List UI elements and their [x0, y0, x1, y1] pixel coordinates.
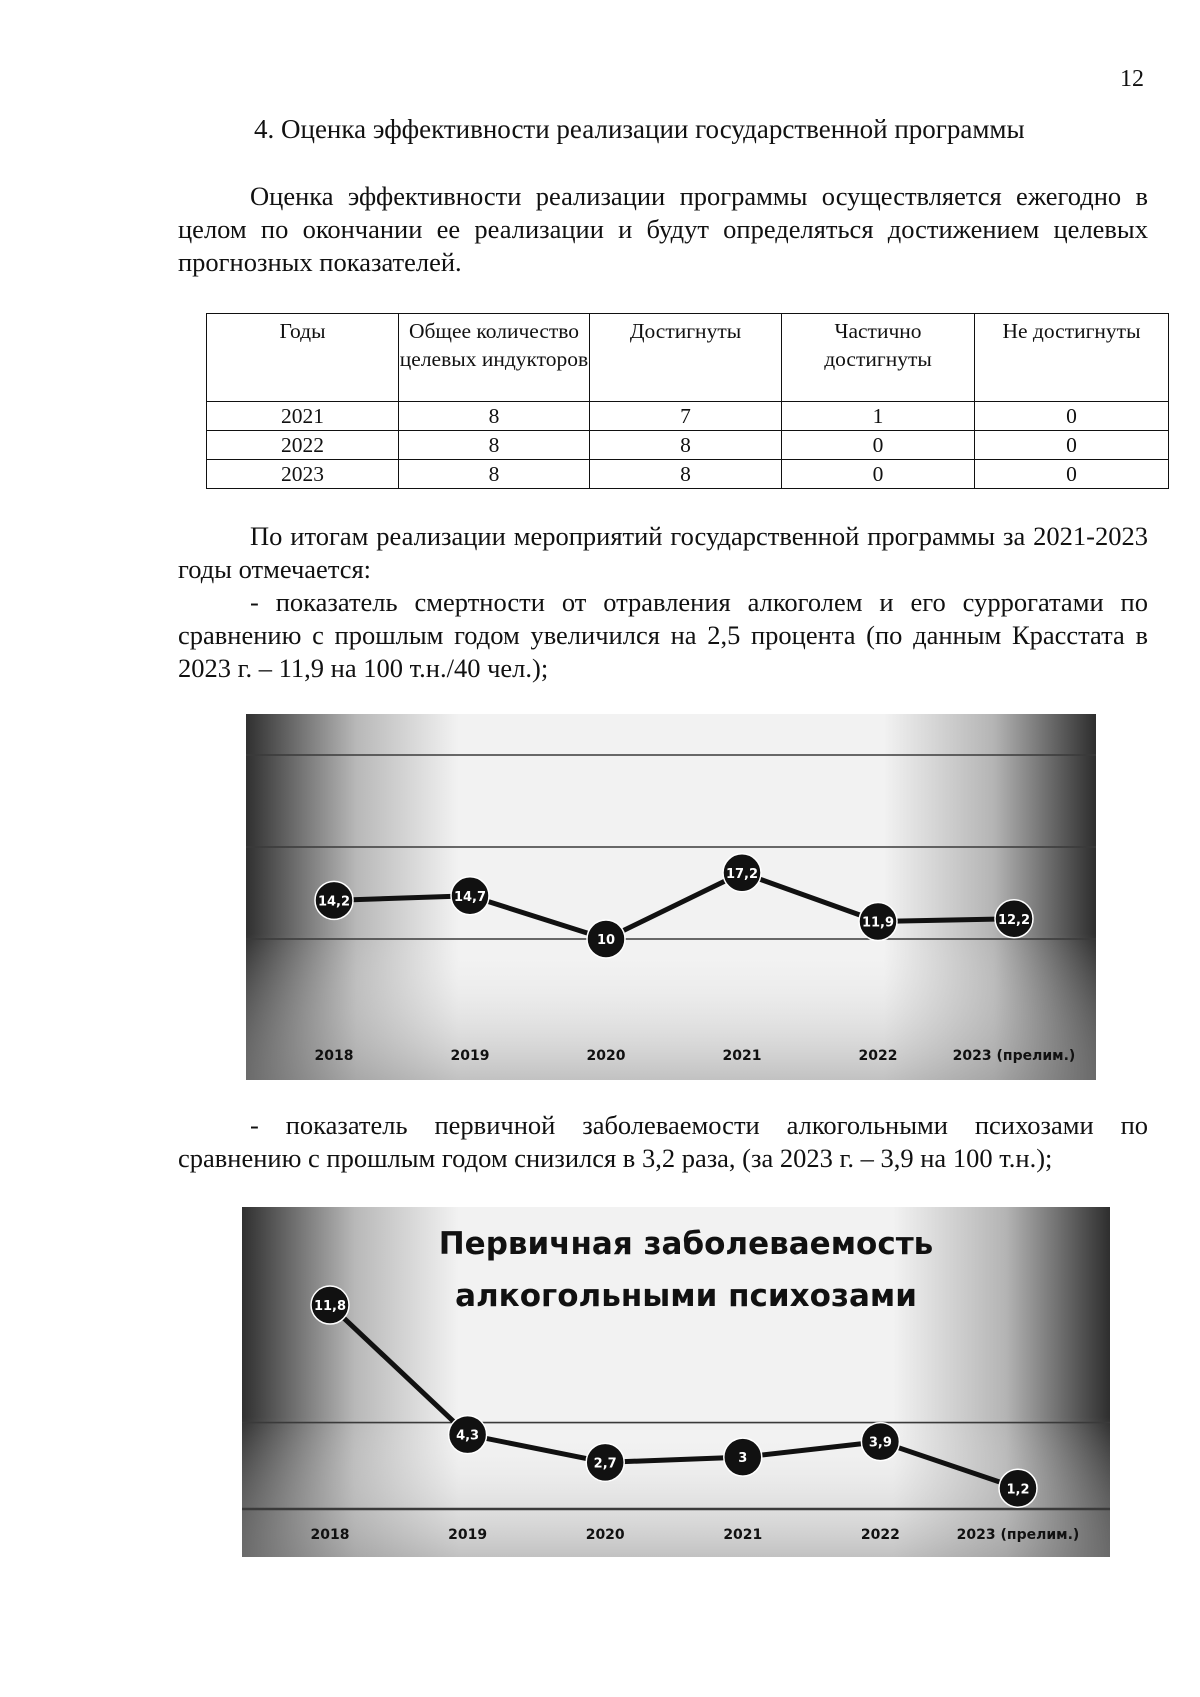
- header-not-achieved: Не достигнуты: [975, 314, 1169, 402]
- page-number: 12: [1120, 66, 1144, 92]
- cell-partial: 0: [782, 460, 975, 489]
- x-tick-label: 2022: [858, 1048, 898, 1064]
- cell-not-achieved: 0: [975, 431, 1169, 460]
- cell-partial: 0: [782, 431, 975, 460]
- intro-paragraph-text: Оценка эффективности реализации программы осуществляется ежегодно в целом по окончании ее реализации и будут определяться достижением целевых прогнозных показателей.: [178, 181, 1148, 277]
- cell-total: 8: [399, 460, 590, 489]
- cell-year: 2023: [207, 460, 399, 489]
- results-paragraph: [178, 520, 1148, 685]
- cell-total: 8: [399, 431, 590, 460]
- section-heading: 4. Оценка эффективности реализации государственной программы: [254, 114, 1025, 144]
- data-label: 14,7: [453, 889, 487, 905]
- header-years: Годы: [207, 314, 399, 402]
- data-label: 14,2: [317, 894, 351, 910]
- cell-year: 2022: [207, 431, 399, 460]
- x-tick-label: 2023 (прелим.): [952, 1048, 1076, 1064]
- cell-achieved: 8: [590, 460, 782, 489]
- data-label: 4,3: [456, 1428, 480, 1444]
- x-tick-label: 2018: [310, 1527, 350, 1543]
- data-label: 12,2: [997, 912, 1031, 928]
- cell-achieved: 8: [590, 431, 782, 460]
- table-row: [207, 431, 1169, 460]
- x-tick-label: 2021: [723, 1527, 763, 1543]
- psychosis-chart: [242, 1207, 1110, 1557]
- mortality-chart-svg: [246, 714, 1096, 1080]
- chart-title-line: алкогольными психозами: [455, 1278, 917, 1314]
- table-header-row: [207, 314, 1169, 402]
- psychosis-item: - показатель первичной заболеваемости алкогольными психозами по сравнению с прошлым годом снизился в 3,2 раза, (за 2023 г. – 3,9 на 100 т.н.);: [178, 1110, 1148, 1173]
- x-tick-label: 2021: [722, 1048, 762, 1064]
- cell-achieved: 7: [590, 402, 782, 431]
- psychosis-paragraph: [178, 1109, 1148, 1175]
- psychosis-chart-svg: [242, 1207, 1110, 1557]
- x-tick-label: 2020: [585, 1527, 625, 1543]
- data-label: 3,9: [868, 1435, 892, 1451]
- x-tick-label: 2018: [314, 1048, 354, 1064]
- data-label: 11,9: [861, 915, 895, 931]
- cell-year: 2021: [207, 402, 399, 431]
- data-label: 3: [738, 1451, 748, 1467]
- x-tick-label: 2022: [860, 1527, 900, 1543]
- results-intro: По итогам реализации мероприятий государственной программы за 2021-2023 годы отмечается:: [178, 521, 1148, 584]
- cell-not-achieved: 0: [975, 402, 1169, 431]
- table-row: [207, 402, 1169, 431]
- mortality-item: - показатель смертности от отравления алкоголем и его суррогатами по сравнению с прошлым годом увеличился на 2,5 процента (по данным Красстата в 2023 г. – 11,9 на 100 т.н./40 чел.);: [178, 587, 1148, 683]
- data-label: 17,2: [725, 866, 759, 882]
- table-row: [207, 460, 1169, 489]
- header-achieved: Достигнуты: [590, 314, 782, 402]
- data-label: 2,7: [593, 1456, 617, 1472]
- chart-title-line: Первичная заболеваемость: [438, 1226, 934, 1262]
- data-label: 1,2: [1006, 1482, 1030, 1498]
- indicators-table: [206, 313, 1169, 489]
- mortality-chart: [246, 714, 1096, 1080]
- header-partially-achieved: Частично достигнуты: [782, 314, 975, 402]
- cell-total: 8: [399, 402, 590, 431]
- header-total-indicators: Общее количество целевых индукторов: [399, 314, 590, 402]
- x-tick-label: 2019: [450, 1048, 490, 1064]
- cell-not-achieved: 0: [975, 460, 1169, 489]
- intro-paragraph: [178, 180, 1148, 279]
- data-label: 11,8: [313, 1299, 347, 1315]
- x-tick-label: 2023 (прелим.): [956, 1527, 1080, 1543]
- data-label: 10: [596, 933, 616, 948]
- cell-partial: 1: [782, 402, 975, 431]
- x-tick-label: 2020: [586, 1048, 626, 1064]
- x-tick-label: 2019: [448, 1527, 488, 1543]
